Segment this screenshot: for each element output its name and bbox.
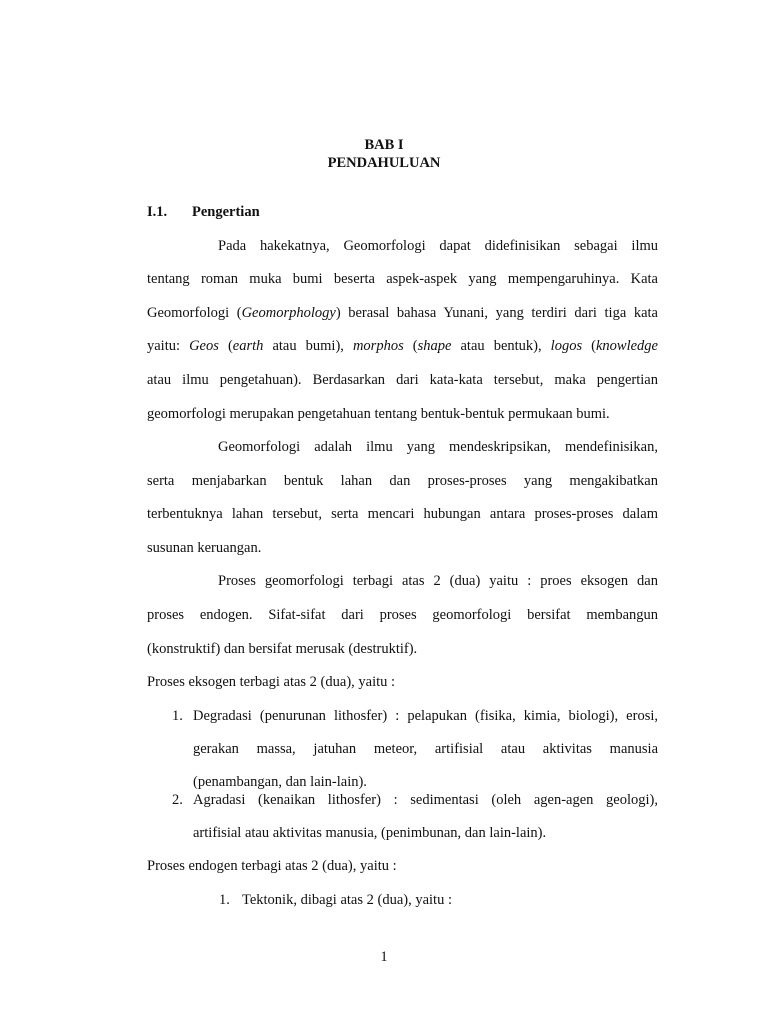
paragraph-line: Geomorfologi adalah ilmu yang mendeskripsikan, mendefinisikan, <box>218 439 658 455</box>
paragraph-line: yaitu: Geos (earth atau bumi), morphos (shape atau bentuk), logos (knowledge <box>147 338 658 354</box>
list-item-line: gerakan massa, jatuhan meteor, artifisial atau aktivitas manusia <box>193 741 658 757</box>
page-number: 1 <box>380 949 388 965</box>
paragraph-line: serta menjabarkan bentuk lahan dan proses-proses yang mengakibatkan <box>147 473 658 489</box>
list-item-line: Agradasi (kenaikan lithosfer) : sedimentasi (oleh agen-agen geologi), <box>193 792 658 808</box>
chapter-label: BAB I <box>364 137 404 153</box>
paragraph-line: susunan keruangan. <box>147 540 262 556</box>
paragraph-line: geomorfologi merupakan pengetahuan tentang bentuk-bentuk permukaan bumi. <box>147 406 610 422</box>
list-number: 1. <box>172 708 183 724</box>
list-item-line: (penambangan, dan lain-lain). <box>193 774 367 790</box>
paragraph-line: terbentuknya lahan tersebut, serta mencari hubungan antara proses-proses dalam <box>147 506 658 522</box>
paragraph-line: Geomorfologi (Geomorphology) berasal bahasa Yunani, yang terdiri dari tiga kata <box>147 305 658 321</box>
list-item-line: Tektonik, dibagi atas 2 (dua), yaitu : <box>242 892 452 908</box>
paragraph-line: proses endogen. Sifat-sifat dari proses geomorfologi bersifat membangun <box>147 607 658 623</box>
paragraph-line: (konstruktif) dan bersifat merusak (destruktif). <box>147 641 418 657</box>
paragraph-line: tentang roman muka bumi beserta aspek-aspek yang mempengaruhinya. Kata <box>147 271 658 287</box>
section-title: Pengertian <box>192 204 260 220</box>
chapter-title: PENDAHULUAN <box>327 155 441 171</box>
list-number: 2. <box>172 792 183 808</box>
paragraph-line: atau ilmu pengetahuan). Berdasarkan dari kata-kata tersebut, maka pengertian <box>147 372 658 388</box>
section-heading <box>147 204 260 221</box>
eksogen-intro: Proses eksogen terbagi atas 2 (dua), yaitu : <box>147 674 396 690</box>
section-number: I.1. <box>147 204 168 220</box>
list-item-line: artifisial atau aktivitas manusia, (penimbunan, dan lain-lain). <box>193 825 547 841</box>
paragraph-line: Proses geomorfologi terbagi atas 2 (dua) yaitu : proes eksogen dan <box>218 573 658 589</box>
endogen-intro: Proses endogen terbagi atas 2 (dua), yaitu : <box>147 858 397 874</box>
list-number: 1. <box>219 892 230 908</box>
paragraph-line: Pada hakekatnya, Geomorfologi dapat didefinisikan sebagai ilmu <box>218 238 658 254</box>
list-item-line: Degradasi (penurunan lithosfer) : pelapukan (fisika, kimia, biologi), erosi, <box>193 708 658 724</box>
